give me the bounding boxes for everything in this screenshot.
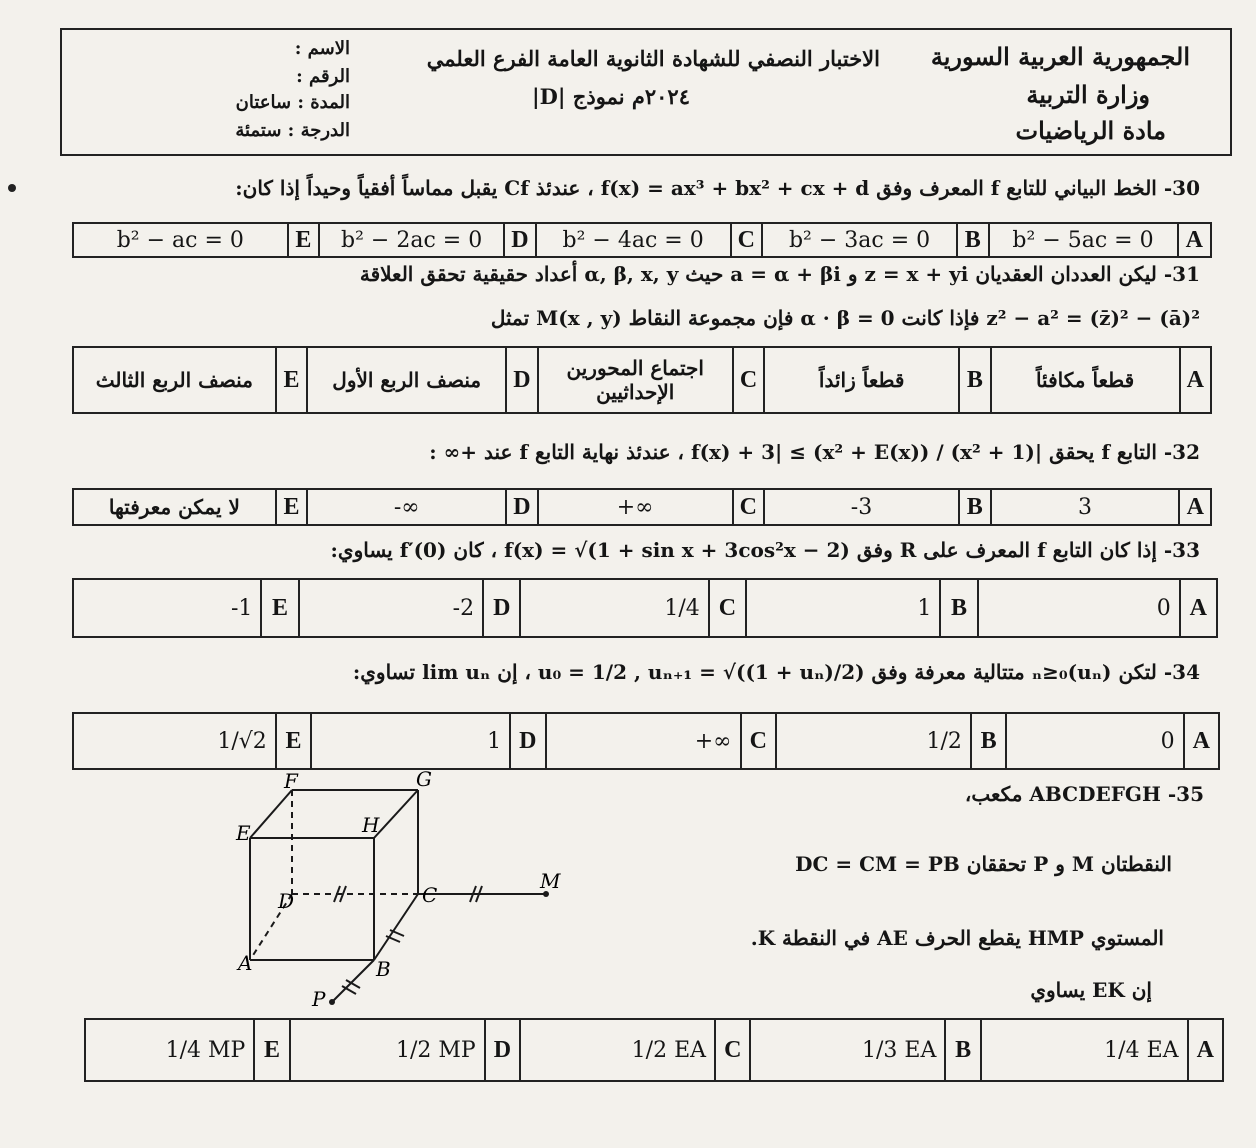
margin-dot bbox=[8, 184, 16, 192]
question-33 bbox=[331, 538, 1200, 562]
q31-option-c-value[interactable]: اجتماع المحورين الإحداثيين bbox=[566, 356, 704, 404]
q33-option-d-letter: D bbox=[482, 580, 521, 636]
question-32-options bbox=[72, 488, 1212, 526]
q33-option-a-letter: A bbox=[1179, 580, 1216, 636]
q33-option-a-value[interactable]: 0 bbox=[1156, 595, 1171, 621]
question-34 bbox=[353, 660, 1200, 684]
q35-option-d-value[interactable]: 1/2 MP bbox=[395, 1037, 476, 1063]
q35-option-e-value[interactable]: 1/4 MP bbox=[165, 1037, 246, 1063]
q32-option-b-letter: B bbox=[958, 490, 992, 524]
q35-option-d-letter: D bbox=[484, 1020, 521, 1080]
q31-option-b-letter: B bbox=[958, 348, 992, 412]
q34-option-b-letter: B bbox=[970, 714, 1007, 768]
question-30-text: الخط البياني للتابع f المعرف وفق f(x) = ax³ + bx² + cx + d ، عندئذ Cf يقبل مماساً أفقياً وحيداً إذا كان: bbox=[235, 176, 1157, 200]
question-35-line1 bbox=[965, 782, 1204, 806]
label-f: F bbox=[284, 769, 298, 793]
label-p: P bbox=[312, 987, 326, 1011]
q33-option-d-value[interactable]: -2 bbox=[452, 595, 475, 621]
header-name-field: الاسم : bbox=[294, 38, 350, 59]
q32-option-c-value[interactable]: +∞ bbox=[616, 494, 654, 520]
question-31-text-1: ليكن العددان العقديان z = x + yi و a = α + βi حيث α, β, x, y أعداد حقيقية تحقق العلاقة bbox=[359, 262, 1157, 286]
q33-option-b-value[interactable]: 1 bbox=[917, 595, 932, 621]
q35-option-a-letter: A bbox=[1187, 1020, 1222, 1080]
q31-option-b-value[interactable]: قطعاً زائداً bbox=[818, 368, 905, 392]
question-35-line3: المستوي HMP يقطع الحرف AE في النقطة K. bbox=[750, 926, 1164, 950]
q35-option-b-value[interactable]: 1/3 EA bbox=[862, 1037, 937, 1063]
q34-option-c-value[interactable]: +∞ bbox=[694, 728, 732, 754]
label-c: C bbox=[422, 883, 438, 907]
q32-option-c-letter: C bbox=[732, 490, 766, 524]
q34-option-c-letter: C bbox=[740, 714, 777, 768]
q35-option-e-letter: E bbox=[253, 1020, 290, 1080]
header-exam-title: الاختبار النصفي للشهادة الثانوية العامة الفرع العلمي bbox=[426, 46, 880, 71]
q33-option-e-letter: E bbox=[260, 580, 299, 636]
q34-option-d-value[interactable]: 1 bbox=[487, 728, 502, 754]
label-g: G bbox=[416, 767, 432, 791]
q34-option-e-value[interactable]: 1/√2 bbox=[217, 728, 267, 754]
q31-option-a-value[interactable]: قطعاً مكافئاً bbox=[1035, 368, 1135, 392]
header-subject: مادة الرياضيات bbox=[1015, 116, 1166, 145]
question-31-line1 bbox=[360, 262, 1200, 286]
question-30-number: 30- bbox=[1163, 176, 1200, 200]
question-34-options bbox=[72, 712, 1220, 770]
q30-option-b-letter: B bbox=[956, 224, 990, 256]
q35-option-a-value[interactable]: 1/4 EA bbox=[1104, 1037, 1179, 1063]
q30-option-d-letter: D bbox=[503, 224, 537, 256]
q30-option-e-letter: E bbox=[287, 224, 321, 256]
q30-option-b-value[interactable]: b² − 3ac = 0 bbox=[788, 227, 931, 253]
q35-option-c-value[interactable]: 1/2 EA bbox=[631, 1037, 707, 1063]
q31-option-e-value[interactable]: منصف الربع الثالث bbox=[95, 368, 253, 392]
question-31-number: 31- bbox=[1163, 262, 1200, 286]
question-34-text: لتكن (uₙ)ₙ≥₀ متتالية معرفة وفق u₀ = 1/2 , uₙ₊₁ = √((1 + uₙ)/2) ، إن lim uₙ تساوي: bbox=[352, 660, 1157, 684]
label-b: B bbox=[376, 957, 391, 981]
q34-option-a-letter: A bbox=[1183, 714, 1218, 768]
q31-option-c-letter: C bbox=[732, 348, 766, 412]
q31-option-d-letter: D bbox=[505, 348, 539, 412]
label-e: E bbox=[236, 821, 251, 845]
label-d: D bbox=[278, 889, 295, 913]
q34-option-e-letter: E bbox=[275, 714, 312, 768]
header-ministry: وزارة التربية bbox=[1026, 80, 1150, 109]
q32-option-e-value[interactable]: لا يمكن معرفتها bbox=[108, 495, 240, 519]
question-30-options bbox=[72, 222, 1212, 258]
question-34-number: 34- bbox=[1163, 660, 1200, 684]
q31-option-d-value[interactable]: منصف الربع الأول bbox=[332, 368, 482, 392]
q30-option-e-value[interactable]: b² − ac = 0 bbox=[116, 227, 244, 253]
question-33-number: 33- bbox=[1163, 538, 1200, 562]
label-m: M bbox=[540, 869, 561, 893]
header-duration: المدة : ساعتان bbox=[235, 92, 350, 113]
question-35-line2: النقطتان M و P تحققان DC = CM = PB bbox=[795, 852, 1172, 876]
q32-option-d-letter: D bbox=[505, 490, 539, 524]
q30-option-a-value[interactable]: b² − 5ac = 0 bbox=[1012, 227, 1154, 253]
q30-option-c-letter: C bbox=[730, 224, 764, 256]
q32-option-a-letter: A bbox=[1178, 490, 1210, 524]
header-republic: الجمهورية العربية السورية bbox=[930, 42, 1190, 71]
question-31-text-2: z² − a² = (z̄)² − (ā)² فإذا كانت α · β = 0 فإن مجموعة النقاط M(x , y) تمثل bbox=[490, 306, 1200, 330]
q33-option-c-value[interactable]: 1/4 bbox=[664, 595, 700, 621]
question-35-options bbox=[84, 1018, 1224, 1082]
question-31-line2 bbox=[491, 306, 1200, 330]
q32-option-d-value[interactable]: -∞ bbox=[393, 494, 420, 520]
cube-figure bbox=[226, 766, 586, 1016]
question-33-text: إذا كان التابع f المعرف على R وفق f(x) = √(1 + sin x + 3cos²x − 2) ، كان f′(0) يساوي: bbox=[330, 538, 1157, 562]
point-p-dot bbox=[329, 999, 335, 1005]
question-35-number: 35- bbox=[1167, 782, 1204, 806]
q35-option-c-letter: C bbox=[714, 1020, 751, 1080]
question-32-number: 32- bbox=[1163, 440, 1200, 464]
q30-option-c-value[interactable]: b² − 4ac = 0 bbox=[562, 227, 704, 253]
label-h: H bbox=[362, 813, 380, 837]
question-31-options bbox=[72, 346, 1212, 414]
header-grade: الدرجة : ستمئة bbox=[235, 120, 350, 141]
question-35-line4: إن EK يساوي bbox=[1030, 978, 1152, 1002]
q30-option-a-letter: A bbox=[1177, 224, 1211, 256]
q31-option-a-letter: A bbox=[1179, 348, 1211, 412]
question-33-options bbox=[72, 578, 1218, 638]
question-35-text-1: ABCDEFGH مكعب، bbox=[964, 782, 1161, 806]
q32-option-a-value[interactable]: 3 bbox=[1077, 494, 1092, 520]
q34-option-d-letter: D bbox=[509, 714, 546, 768]
q33-option-b-letter: B bbox=[939, 580, 978, 636]
q33-option-c-letter: C bbox=[708, 580, 747, 636]
label-a: A bbox=[238, 951, 253, 975]
exam-header bbox=[60, 28, 1232, 156]
question-30 bbox=[235, 176, 1200, 200]
q34-option-a-value[interactable]: 0 bbox=[1160, 728, 1175, 754]
q35-option-b-letter: B bbox=[944, 1020, 981, 1080]
q34-option-b-value[interactable]: 1/2 bbox=[926, 728, 962, 754]
question-32 bbox=[429, 440, 1200, 464]
q30-option-d-value[interactable]: b² − 2ac = 0 bbox=[341, 227, 483, 253]
q33-option-e-value[interactable]: -1 bbox=[230, 595, 253, 621]
q32-option-e-letter: E bbox=[275, 490, 309, 524]
question-32-text: التابع f يحقق |f(x) + 3| ≤ (x² + E(x)) / (x² + 1) ، عندئذ نهاية التابع f عند +∞ : bbox=[429, 440, 1157, 464]
q32-option-b-value[interactable]: -3 bbox=[850, 494, 873, 520]
header-number-field: الرقم : bbox=[296, 66, 350, 87]
header-exam-model: ٢٠٢٤م نموذج |D| bbox=[532, 84, 690, 109]
q31-option-e-letter: E bbox=[275, 348, 309, 412]
